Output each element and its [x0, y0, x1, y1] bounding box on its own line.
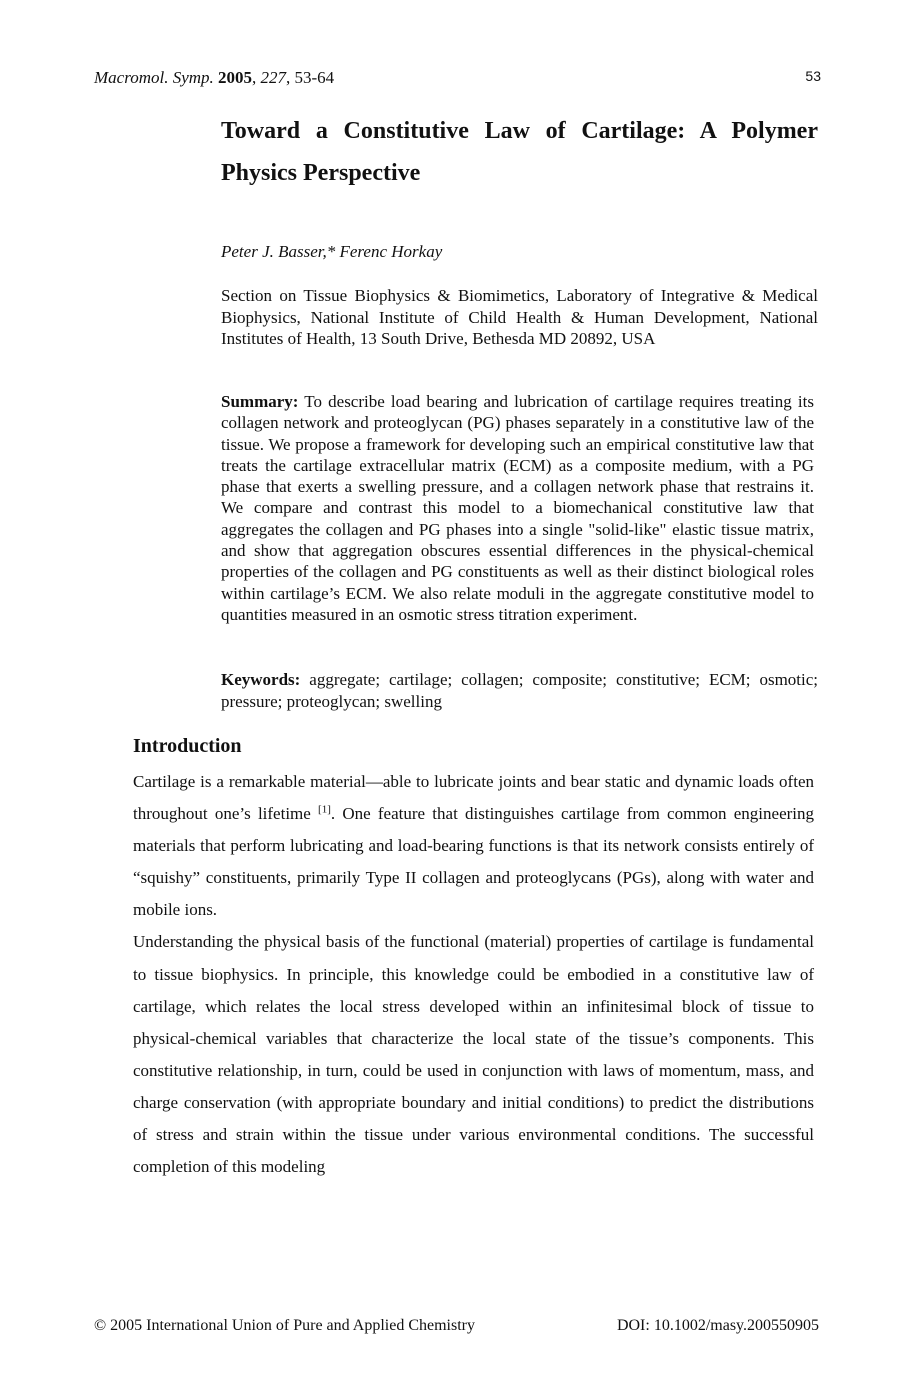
journal-name: Macromol. Symp.	[94, 68, 214, 87]
paragraph-text: Cartilage is a remarkable material—able to lubricate joints and bear static and dynamic loads often throughout one’s lifetime	[133, 772, 814, 824]
doi: DOI: 10.1002/masy.200550905	[616, 1317, 819, 1334]
affiliation: Section on Tissue Biophysics & Biomimetics, Laboratory of Integrative & Medical Biophysics, National Institute of Child Health & Human Development, National Institutes of Health, 13 South Drive, Bethesda MD 20892, USA	[221, 286, 818, 348]
page-number: 53	[805, 68, 821, 84]
author-list: Peter J. Basser,* Ferenc Horkay	[221, 242, 443, 261]
paragraph-text: . One feature that distinguishes cartilage from common engineering materials that perform lubricating and load-bearing functions is that its network consists entirely of “squishy” constituents, primarily Type II collagen and proteoglycans (PGs), along with water and mobile ions.	[133, 804, 815, 920]
page-footer	[94, 1317, 819, 1335]
section-heading-introduction: Introduction	[133, 735, 242, 757]
summary-label: Summary:	[221, 392, 299, 411]
paper-title: Toward a Constitutive Law of Cartilage: A Polymer Physics Perspective	[221, 118, 818, 186]
journal-volume: 227	[260, 68, 287, 87]
introduction-body	[133, 766, 814, 1183]
journal-pages: 53-64	[294, 68, 335, 87]
copyright-notice: © 2005 International Union of Pure and Applied Chemistry	[94, 1317, 475, 1334]
paragraph	[133, 766, 814, 926]
summary-text: To describe load bearing and lubrication of cartilage requires treating its collagen network and proteoglycan (PG) phases separately in a constitutive law of the tissue. We propose a framework for developing such an empirical constitutive law that treats the cartilage extracellular matrix (ECM) as a composite medium, with a PG phase that exerts a swelling pressure, and a collagen network phase that restrains it. We compare and contrast this model to a biomechanical constitutive law that aggregates the collagen and PG phases into a single "solid-like" elastic tissue matrix, and show that aggregation obscures essential differences in the physical-chemical properties of the collagen and PG constituents as well as their distinct biological roles within cartilage’s ECM. We also relate moduli in the aggregate constitutive model to quantities measured in an osmotic stress titration experiment.	[221, 392, 814, 624]
citation-reference[interactable]: [1]	[318, 803, 331, 816]
running-header	[94, 68, 821, 88]
journal-year: 2005	[218, 68, 253, 87]
keywords-text: aggregate; cartilage; collagen; composite; constitutive; ECM; osmotic; pressure; proteoglycan; swelling	[221, 670, 819, 711]
journal-citation: Macromol. Symp. 2005, 227, 53-64	[94, 68, 335, 87]
summary-abstract	[221, 391, 814, 625]
keywords-label: Keywords:	[221, 670, 301, 689]
paragraph: Understanding the physical basis of the functional (material) properties of cartilage is fundamental to tissue biophysics. In principle, this knowledge could be embodied in a constitutive law of cartilage, which relates the local stress developed within an infinitesimal block of tissue to physical-chemical variables that characterize the local state of the tissue’s components. This constitutive relationship, in turn, could be used in conjunction with laws of momentum, mass, and charge conservation (with appropriate boundary and initial conditions) to predict the distributions of stress and strain within the tissue under various environmental conditions. The successful completion of this modeling	[133, 932, 814, 1177]
keywords	[221, 669, 818, 712]
